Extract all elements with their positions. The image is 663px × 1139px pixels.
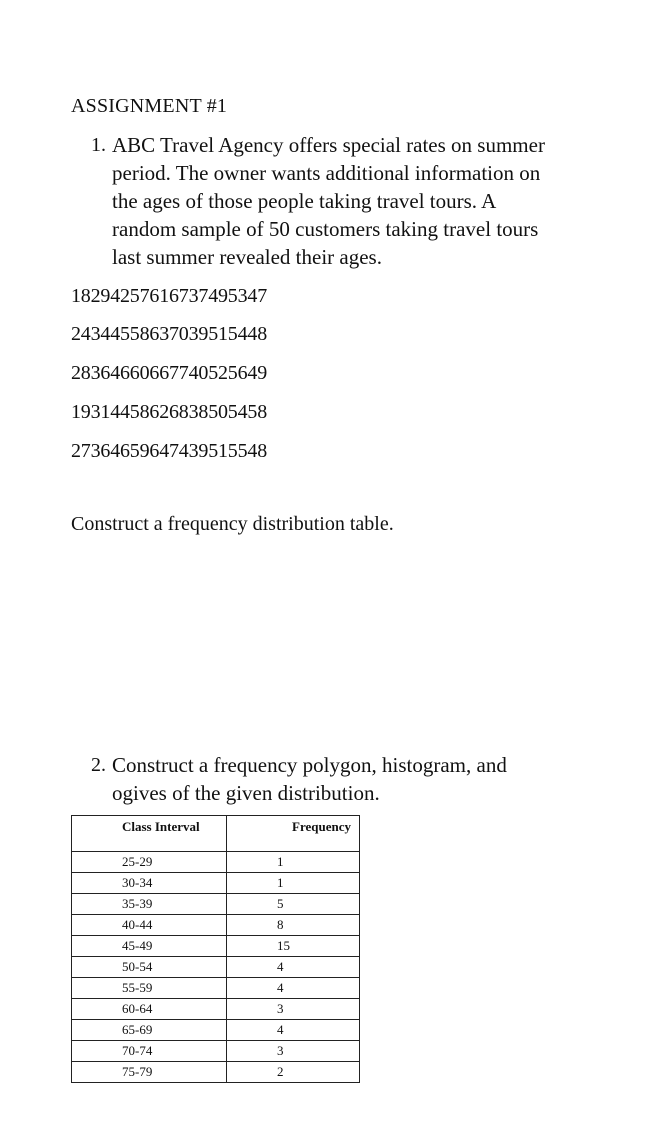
frequency-cell: 15	[227, 936, 360, 957]
class-interval-cell: 50-54	[72, 957, 227, 978]
class-interval-cell: 25-29	[72, 852, 227, 873]
question-2-line: Construct a frequency polygon, histogram, and	[112, 753, 507, 777]
table-row	[72, 999, 360, 1020]
assignment-title: ASSIGNMENT #1	[71, 95, 228, 117]
class-interval-cell: 35-39	[72, 894, 227, 915]
table-header-row	[72, 816, 360, 852]
table-row	[72, 957, 360, 978]
frequency-cell: 4	[227, 978, 360, 999]
table-row	[72, 1041, 360, 1062]
question-2-text	[112, 751, 582, 807]
question-1-line: random sample of 50 customers taking travel tours	[112, 217, 539, 241]
table-row	[72, 873, 360, 894]
table-row	[72, 1062, 360, 1083]
frequency-cell: 2	[227, 1062, 360, 1083]
frequency-table	[71, 815, 360, 1083]
age-data-row: 24344558637039515448	[71, 323, 268, 345]
frequency-header: Frequency	[227, 816, 360, 852]
frequency-cell: 4	[227, 957, 360, 978]
question-2-number: 2.	[91, 754, 106, 776]
question-1-text	[112, 131, 612, 271]
table-row	[72, 894, 360, 915]
class-interval-cell: 30-34	[72, 873, 227, 894]
question-2-line: ogives of the given distribution.	[112, 781, 380, 805]
class-interval-cell: 60-64	[72, 999, 227, 1020]
table-row	[72, 852, 360, 873]
question-1-number: 1.	[91, 134, 106, 156]
question-1-instruction: Construct a frequency distribution table.	[71, 513, 394, 535]
age-data-row: 19314458626838505458	[71, 401, 268, 423]
table-row	[72, 936, 360, 957]
frequency-cell: 3	[227, 1041, 360, 1062]
question-1-line: ABC Travel Agency offers special rates on summer	[112, 133, 545, 157]
age-data-row: 27364659647439515548	[71, 440, 268, 462]
class-interval-cell: 70-74	[72, 1041, 227, 1062]
class-interval-header: Class Interval	[72, 816, 227, 852]
question-1-line: period. The owner wants additional information on	[112, 161, 541, 185]
frequency-cell: 1	[227, 873, 360, 894]
class-interval-cell: 75-79	[72, 1062, 227, 1083]
frequency-cell: 5	[227, 894, 360, 915]
class-interval-cell: 40-44	[72, 915, 227, 936]
frequency-cell: 3	[227, 999, 360, 1020]
frequency-cell: 1	[227, 852, 360, 873]
table-row	[72, 915, 360, 936]
class-interval-cell: 65-69	[72, 1020, 227, 1041]
question-1-line: last summer revealed their ages.	[112, 245, 382, 269]
frequency-cell: 8	[227, 915, 360, 936]
class-interval-cell: 55-59	[72, 978, 227, 999]
class-interval-cell: 45-49	[72, 936, 227, 957]
table-row	[72, 978, 360, 999]
question-1-line: the ages of those people taking travel tours. A	[112, 189, 497, 213]
age-data-row: 18294257616737495347	[71, 285, 268, 307]
age-data-row: 28364660667740525649	[71, 362, 268, 384]
frequency-cell: 4	[227, 1020, 360, 1041]
table-row	[72, 1020, 360, 1041]
